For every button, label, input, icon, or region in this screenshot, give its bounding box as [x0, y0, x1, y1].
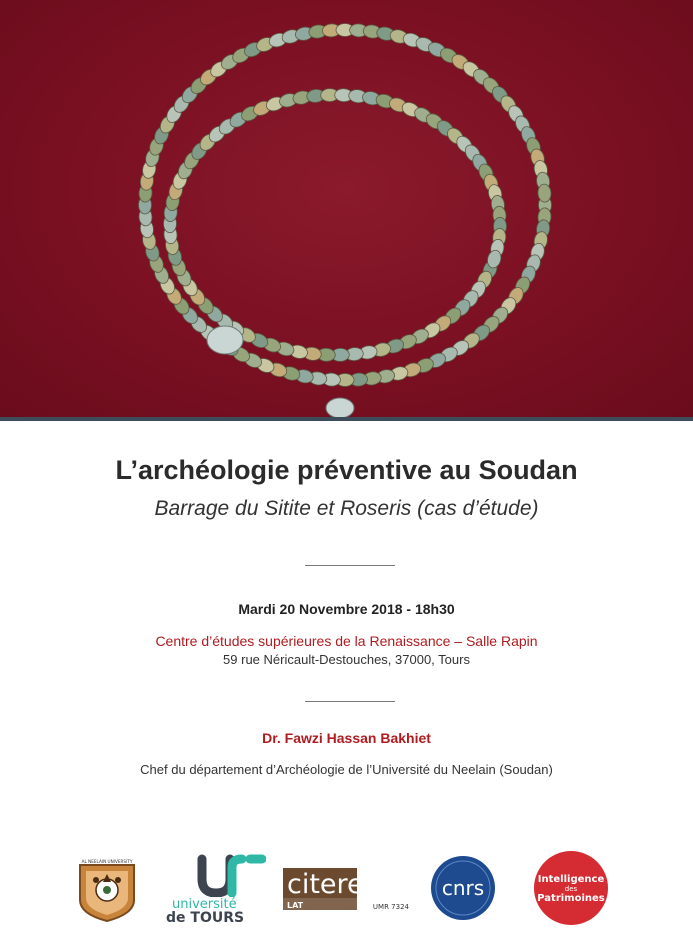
- ip-line3: Patrimoines: [537, 893, 605, 904]
- pendant-bead: [207, 326, 243, 354]
- ip-line1: Intelligence: [537, 874, 605, 885]
- ip-line2: des: [564, 885, 578, 893]
- hero-photo: [0, 0, 693, 418]
- citeres-word: citeres: [287, 869, 378, 900]
- bead-necklace-illustration: [0, 0, 693, 418]
- neelain-university-logo: [76, 852, 138, 922]
- hero-divider: [0, 417, 693, 421]
- page-subtitle: Barrage du Sitite et Roseris (cas d’étude): [154, 497, 539, 520]
- citeres-tag-right: UMR 7324: [372, 903, 409, 911]
- pendant-bead: [326, 398, 354, 418]
- neelain-caption: AL NEELAIN UNIVERSITY: [81, 859, 133, 864]
- universite-tours-logo: [162, 853, 266, 925]
- tours-line1: université: [172, 897, 237, 912]
- cnrs-word: cnrs: [441, 876, 485, 900]
- cnrs-logo: [430, 855, 496, 921]
- event-date: Mardi 20 Novembre 2018 - 18h30: [238, 601, 455, 617]
- tours-line2: de TOURS: [166, 910, 245, 926]
- citeres-tag-left: LAT: [287, 901, 304, 910]
- citeres-logo: [283, 868, 411, 912]
- intelligence-patrimoines-logo: [533, 850, 609, 926]
- divider-top: [305, 565, 395, 566]
- speaker-name: Dr. Fawzi Hassan Bakhiet: [262, 730, 431, 746]
- speaker-role: Chef du département d’Archéologie de l’Université du Neelain (Soudan): [140, 762, 553, 777]
- page-title: L’archéologie préventive au Soudan: [115, 455, 578, 485]
- event-venue: Centre d’études supérieures de la Renaissance – Salle Rapin: [155, 633, 538, 649]
- event-address: 59 rue Néricault-Destouches, 37000, Tours: [223, 652, 470, 667]
- divider-bottom: [305, 701, 395, 702]
